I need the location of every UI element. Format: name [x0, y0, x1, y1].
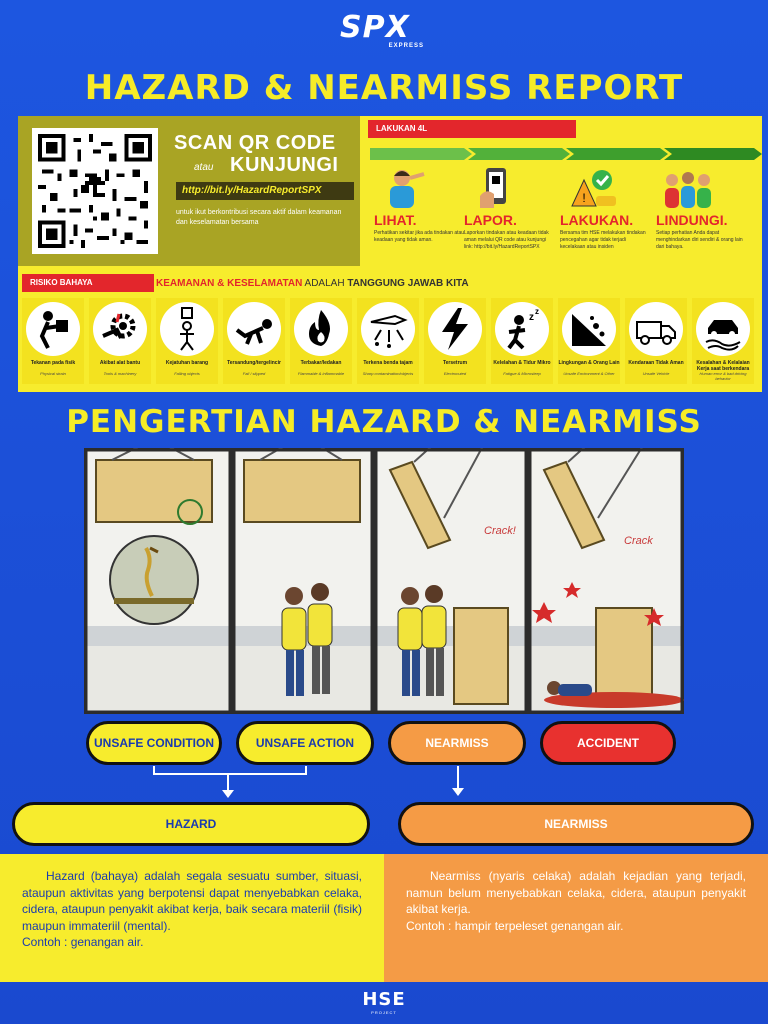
scan-description: untuk ikut berkontribusi secara aktif dalam keamanan dan keselamatan bersama	[176, 209, 342, 226]
risk-item	[357, 298, 419, 384]
qr-block	[18, 116, 360, 266]
risk-item	[491, 298, 553, 384]
risk-item	[692, 298, 754, 384]
spx-logo	[340, 12, 430, 52]
risk-label-en: Fatigue & Microsleep	[503, 371, 541, 376]
accident-pill: ACCIDENT	[540, 721, 676, 765]
step-desc: Setiap perhatian Anda dapat menghindarkan diri sendiri & orang lain dari bahaya.	[656, 230, 743, 250]
tagline-mid: ADALAH	[302, 278, 348, 289]
risk-item	[156, 298, 218, 384]
risk-label-en: Physical strain	[40, 371, 66, 376]
step-name: LIHAT.	[374, 212, 417, 228]
risk-item	[558, 298, 620, 384]
svg-text:z: z	[529, 312, 534, 323]
comic-strip	[84, 448, 684, 714]
risk-label-en: Human error & bad driving behavior	[699, 371, 747, 381]
qr-code-icon	[38, 134, 152, 248]
risk-item	[89, 298, 151, 384]
risk-label: Tersandung/tergelincir	[227, 360, 281, 366]
risk-label: Akibat alat bantu	[99, 360, 141, 366]
step-desc: Laporkan tindakan atau keadaan tidak aman melalui QR code atau kunjungi link: http://bit.ly/HazardReportSPX	[464, 230, 549, 250]
comic-illustration	[84, 448, 684, 714]
physical-strain-icon	[26, 302, 80, 356]
risk-label: Tersetrum	[442, 360, 468, 366]
steps-arrow-bar	[370, 146, 762, 162]
svg-text:z: z	[535, 307, 539, 316]
hazard-pill: HAZARD	[12, 802, 370, 846]
risk-label: Tekanan pada fisik	[30, 360, 76, 366]
logo-brand: SPX	[340, 10, 410, 45]
hazard-example: Contoh : genangan air.	[22, 935, 144, 949]
unsafe-action-pill: UNSAFE ACTION	[236, 721, 374, 765]
info-panel	[18, 116, 762, 392]
risk-label-en: Flammable & inflammable	[297, 371, 345, 376]
risk-label: Kejatuhan barang	[165, 360, 209, 366]
people-group-icon	[662, 166, 714, 210]
unsafe-condition-pill: UNSAFE CONDITION	[86, 721, 222, 765]
risk-label: Terkena benda tajam	[363, 360, 413, 366]
nearmiss-big-pill: NEARMISS	[398, 802, 754, 846]
machinery-icon	[93, 302, 147, 356]
electric-icon	[428, 302, 482, 356]
tagline-red: KEAMANAN & KESELAMATAN	[156, 278, 303, 289]
risk-item	[625, 298, 687, 384]
risk-label: Lingkungan & Orang Lain	[558, 360, 620, 366]
risk-label-en: Fall / slipped	[242, 371, 266, 376]
risk-item	[22, 298, 84, 384]
nearmiss-pill: NEARMISS	[388, 721, 526, 765]
step-lapor	[464, 166, 556, 251]
falling-object-icon	[160, 302, 214, 356]
step-name: LAKUKAN.	[560, 212, 634, 228]
hse-logo-text: HSE	[362, 989, 406, 1010]
slip-fall-icon	[227, 302, 281, 356]
qr-code[interactable]	[32, 128, 158, 254]
fire-icon	[294, 302, 348, 356]
risk-label-en: Electrocuted	[443, 371, 467, 376]
step-lihat	[374, 166, 466, 244]
sharp-object-icon	[361, 302, 415, 356]
risk-label-en: Tools & machinery	[103, 371, 137, 376]
risk-label: Kendaraan Tidak Aman	[628, 360, 684, 366]
risk-item	[424, 298, 486, 384]
risk-label: Kesalahan & Kelalaian Kerja saat berkendara	[696, 360, 750, 372]
section-title: PENGERTIAN HAZARD & NEARMISS	[66, 404, 702, 440]
step-lindungi	[656, 166, 748, 251]
logo-sub: EXPRESS	[388, 43, 424, 49]
risk-item	[290, 298, 352, 384]
fatigue-icon	[495, 302, 549, 356]
risk-label-en: Unsafe Environment & Other	[563, 371, 615, 376]
risk-item	[223, 298, 285, 384]
scan-atau: atau	[194, 162, 214, 173]
risk-label-en: Unsafe Vehicle	[642, 371, 670, 376]
hazard-definition	[0, 854, 384, 982]
risk-tagline	[156, 278, 469, 289]
car-skid-icon	[696, 302, 750, 356]
tagline-bold: TANGGUNG JAWAB KITA	[347, 278, 469, 289]
phone-report-icon	[470, 166, 522, 210]
risk-label-en: Sharp contamination/objects	[362, 371, 414, 376]
scan-kunjungi: KUNJUNGI	[230, 154, 339, 176]
hazard-text: Hazard (bahaya) adalah segala sesuatu sumber, situasi, ataupun aktivitas yang berpotensi dapat menyebabkan celaka, cidera, ataupun penyakit akibat kerja, baik secara materiil (fisik) maupun immateriil (mental).	[22, 869, 362, 933]
risk-label: Kelelahan & Tidur Mikro	[493, 360, 551, 366]
safety-cone-icon	[566, 166, 618, 210]
crack-text-2: Crack	[624, 535, 653, 547]
page-title: HAZARD & NEARMISS REPORT	[84, 68, 684, 108]
nearmiss-definition	[384, 854, 768, 982]
lakukan-4l-label: LAKUKAN 4L	[368, 120, 576, 138]
risk-icons-row	[22, 298, 762, 388]
hse-logo-sub: PROJECT	[371, 1010, 397, 1015]
risk-label: Terbakar/ledakan	[300, 360, 342, 366]
step-desc: Bersama tim HSE melakukan tindakan pencegahan agar tidak terjadi kecelakaan atau insiden	[560, 230, 646, 250]
crack-text-1: Crack!	[484, 525, 516, 537]
scan-title: SCAN QR CODE	[174, 132, 336, 154]
svg-text:!: !	[582, 191, 586, 205]
step-desc: Perhatikan sekitar jika ada tindakan atau keadaan yang tidak aman.	[374, 230, 465, 243]
report-link[interactable]: http://bit.ly/HazardReportSPX	[176, 182, 354, 200]
nearmiss-text: Nearmiss (nyaris celaka) adalah kejadian yang terjadi, namun belum menyebabkan celaka, cidera, ataupun penyakit akibat kerja.	[406, 869, 746, 916]
step-lakukan	[560, 166, 652, 251]
risiko-bahaya-label: RISIKO BAHAYA	[22, 274, 154, 292]
nearmiss-example: Contoh : hampir terpeleset genangan air.	[406, 918, 624, 933]
connector-arrows	[0, 766, 768, 802]
risk-label-en: Falling objects	[174, 371, 200, 376]
step-name: LINDUNGI.	[656, 212, 728, 228]
person-looking-icon	[380, 166, 432, 210]
vehicle-icon	[629, 302, 683, 356]
step-name: LAPOR.	[464, 212, 517, 228]
landslide-icon	[562, 302, 616, 356]
hse-logo	[354, 990, 414, 1020]
